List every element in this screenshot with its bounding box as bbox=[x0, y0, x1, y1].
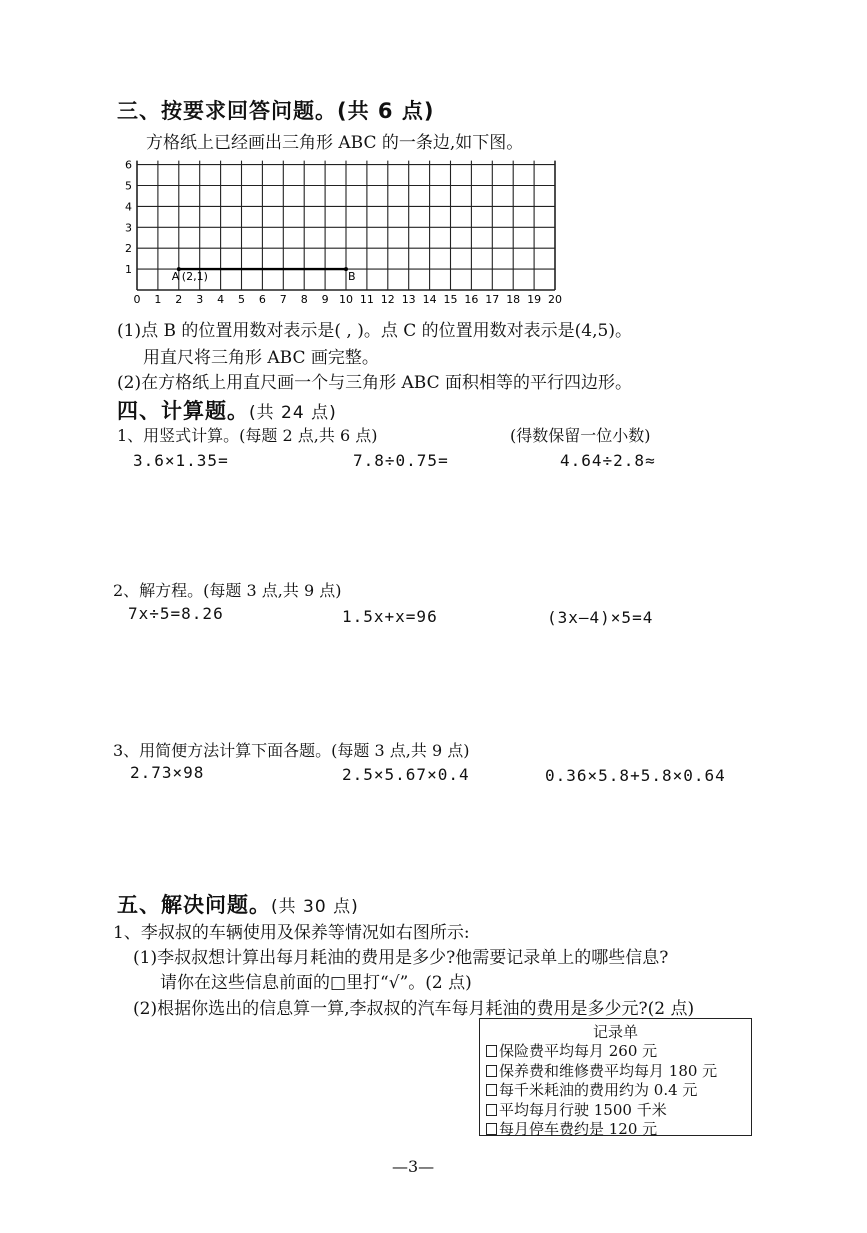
y-tick-label: 2 bbox=[125, 242, 132, 256]
x-tick-label: 14 bbox=[422, 293, 437, 306]
x-tick-label: 11 bbox=[359, 293, 374, 306]
x-tick-label: 0 bbox=[133, 293, 141, 306]
record-item-text: 每月停车费约是 120 元 bbox=[499, 1120, 658, 1138]
x-tick-label: 1 bbox=[154, 293, 162, 306]
checkbox[interactable] bbox=[486, 1084, 497, 1096]
x-tick-label: 4 bbox=[217, 293, 225, 306]
section5-q1-intro: 1、李叔叔的车辆使用及保养等情况如右图所示: bbox=[113, 923, 470, 943]
checkbox[interactable] bbox=[486, 1104, 497, 1116]
x-tick-label: 2 bbox=[175, 293, 183, 306]
point-b-label: B bbox=[348, 270, 356, 284]
p3-title: 3、用简便方法计算下面各题。(每题 3 点,共 9 点) bbox=[113, 741, 470, 760]
p2-item-2: 1.5x+x=96 bbox=[342, 607, 438, 626]
x-tick-label: 19 bbox=[527, 293, 542, 306]
coordinate-grid bbox=[115, 150, 575, 310]
record-sheet bbox=[479, 1018, 752, 1136]
checkbox[interactable] bbox=[486, 1065, 497, 1077]
point-a-label: A bbox=[171, 270, 180, 284]
record-item bbox=[480, 1062, 751, 1082]
x-tick-label: 10 bbox=[339, 293, 353, 306]
y-tick-label: 6 bbox=[125, 158, 132, 172]
x-tick-label: 3 bbox=[196, 293, 204, 306]
x-tick-label: 17 bbox=[485, 293, 500, 306]
section5-q1-sub2: (2)根据你选出的信息算一算,李叔叔的汽车每月耗油的费用是多少元?(2 点) bbox=[133, 999, 695, 1019]
p2-item-3: (3x—4)×5=4 bbox=[547, 608, 654, 627]
section3-intro: 方格纸上已经画出三角形 ABC 的一条边,如下图。 bbox=[146, 133, 524, 153]
p3-item-1: 2.73×98 bbox=[130, 763, 205, 782]
y-tick-label: 4 bbox=[125, 200, 132, 214]
section4-heading: 四、计算题。(共 24 点) bbox=[117, 399, 337, 423]
section3-q1-line2: 用直尺将三角形 ABC 画完整。 bbox=[143, 348, 379, 368]
x-tick-label: 15 bbox=[443, 293, 458, 306]
record-item bbox=[480, 1120, 751, 1140]
checkbox[interactable] bbox=[486, 1045, 497, 1057]
section3-heading: 三、按要求回答问题。(共 6 点) bbox=[117, 99, 435, 123]
p2-title: 2、解方程。(每题 3 点,共 9 点) bbox=[113, 581, 342, 600]
record-item bbox=[480, 1101, 751, 1121]
x-tick-label: 6 bbox=[258, 293, 266, 306]
section5-heading: 五、解决问题。(共 30 点) bbox=[117, 893, 359, 917]
x-tick-label: 16 bbox=[464, 293, 479, 306]
x-tick-label: 18 bbox=[506, 293, 521, 306]
record-item bbox=[480, 1042, 751, 1062]
x-tick-label: 7 bbox=[279, 293, 287, 306]
checkbox[interactable] bbox=[486, 1123, 497, 1135]
record-item-text: 平均每月行驶 1500 千米 bbox=[499, 1100, 667, 1119]
record-title: 记录单 bbox=[592, 1023, 638, 1041]
p1-item-1: 3.6×1.35= bbox=[133, 451, 229, 470]
p1-title: 1、用竖式计算。(每题 2 点,共 6 点) bbox=[117, 426, 378, 445]
section3-q1-line1: (1)点 B 的位置用数对表示是( , )。点 C 的位置用数对表示是(4,5)。 bbox=[117, 321, 632, 341]
p1-note: (得数保留一位小数) bbox=[510, 426, 651, 445]
x-tick-label: 13 bbox=[401, 293, 416, 306]
point-a-coord-label: (2,1) bbox=[181, 270, 208, 284]
p3-item-3: 0.36×5.8+5.8×0.64 bbox=[545, 766, 726, 785]
record-item-text: 保养费和维修费平均每月 180 元 bbox=[499, 1061, 718, 1080]
p1-item-2: 7.8÷0.75= bbox=[353, 451, 449, 470]
p1-item-3: 4.64÷2.8≈ bbox=[560, 451, 656, 470]
x-tick-label: 9 bbox=[321, 293, 329, 306]
p3-item-2: 2.5×5.67×0.4 bbox=[342, 765, 470, 784]
record-item-text: 保险费平均每月 260 元 bbox=[499, 1042, 658, 1060]
section5-q1-sub1-line1: (1)李叔叔想计算出每月耗油的费用是多少?他需要记录单上的哪些信息? bbox=[133, 948, 669, 968]
x-tick-label: 20 bbox=[548, 293, 562, 306]
x-tick-label: 8 bbox=[300, 293, 308, 306]
x-tick-label: 5 bbox=[238, 293, 245, 306]
x-tick-label: 12 bbox=[380, 293, 395, 306]
y-tick-label: 5 bbox=[125, 179, 132, 193]
y-tick-label: 3 bbox=[125, 221, 132, 235]
section3-q2: (2)在方格纸上用直尺画一个与三角形 ABC 面积相等的平行四边形。 bbox=[117, 373, 632, 393]
section5-q1-sub1-line2: 请你在这些信息前面的□里打“√”。(2 点) bbox=[160, 973, 472, 993]
page-number: —3— bbox=[392, 1157, 435, 1176]
p2-item-1: 7x÷5=8.26 bbox=[128, 604, 224, 623]
y-tick-label: 1 bbox=[125, 263, 132, 277]
record-item bbox=[480, 1081, 751, 1101]
record-item-text: 每千米耗油的费用约为 0.4 元 bbox=[499, 1081, 698, 1099]
